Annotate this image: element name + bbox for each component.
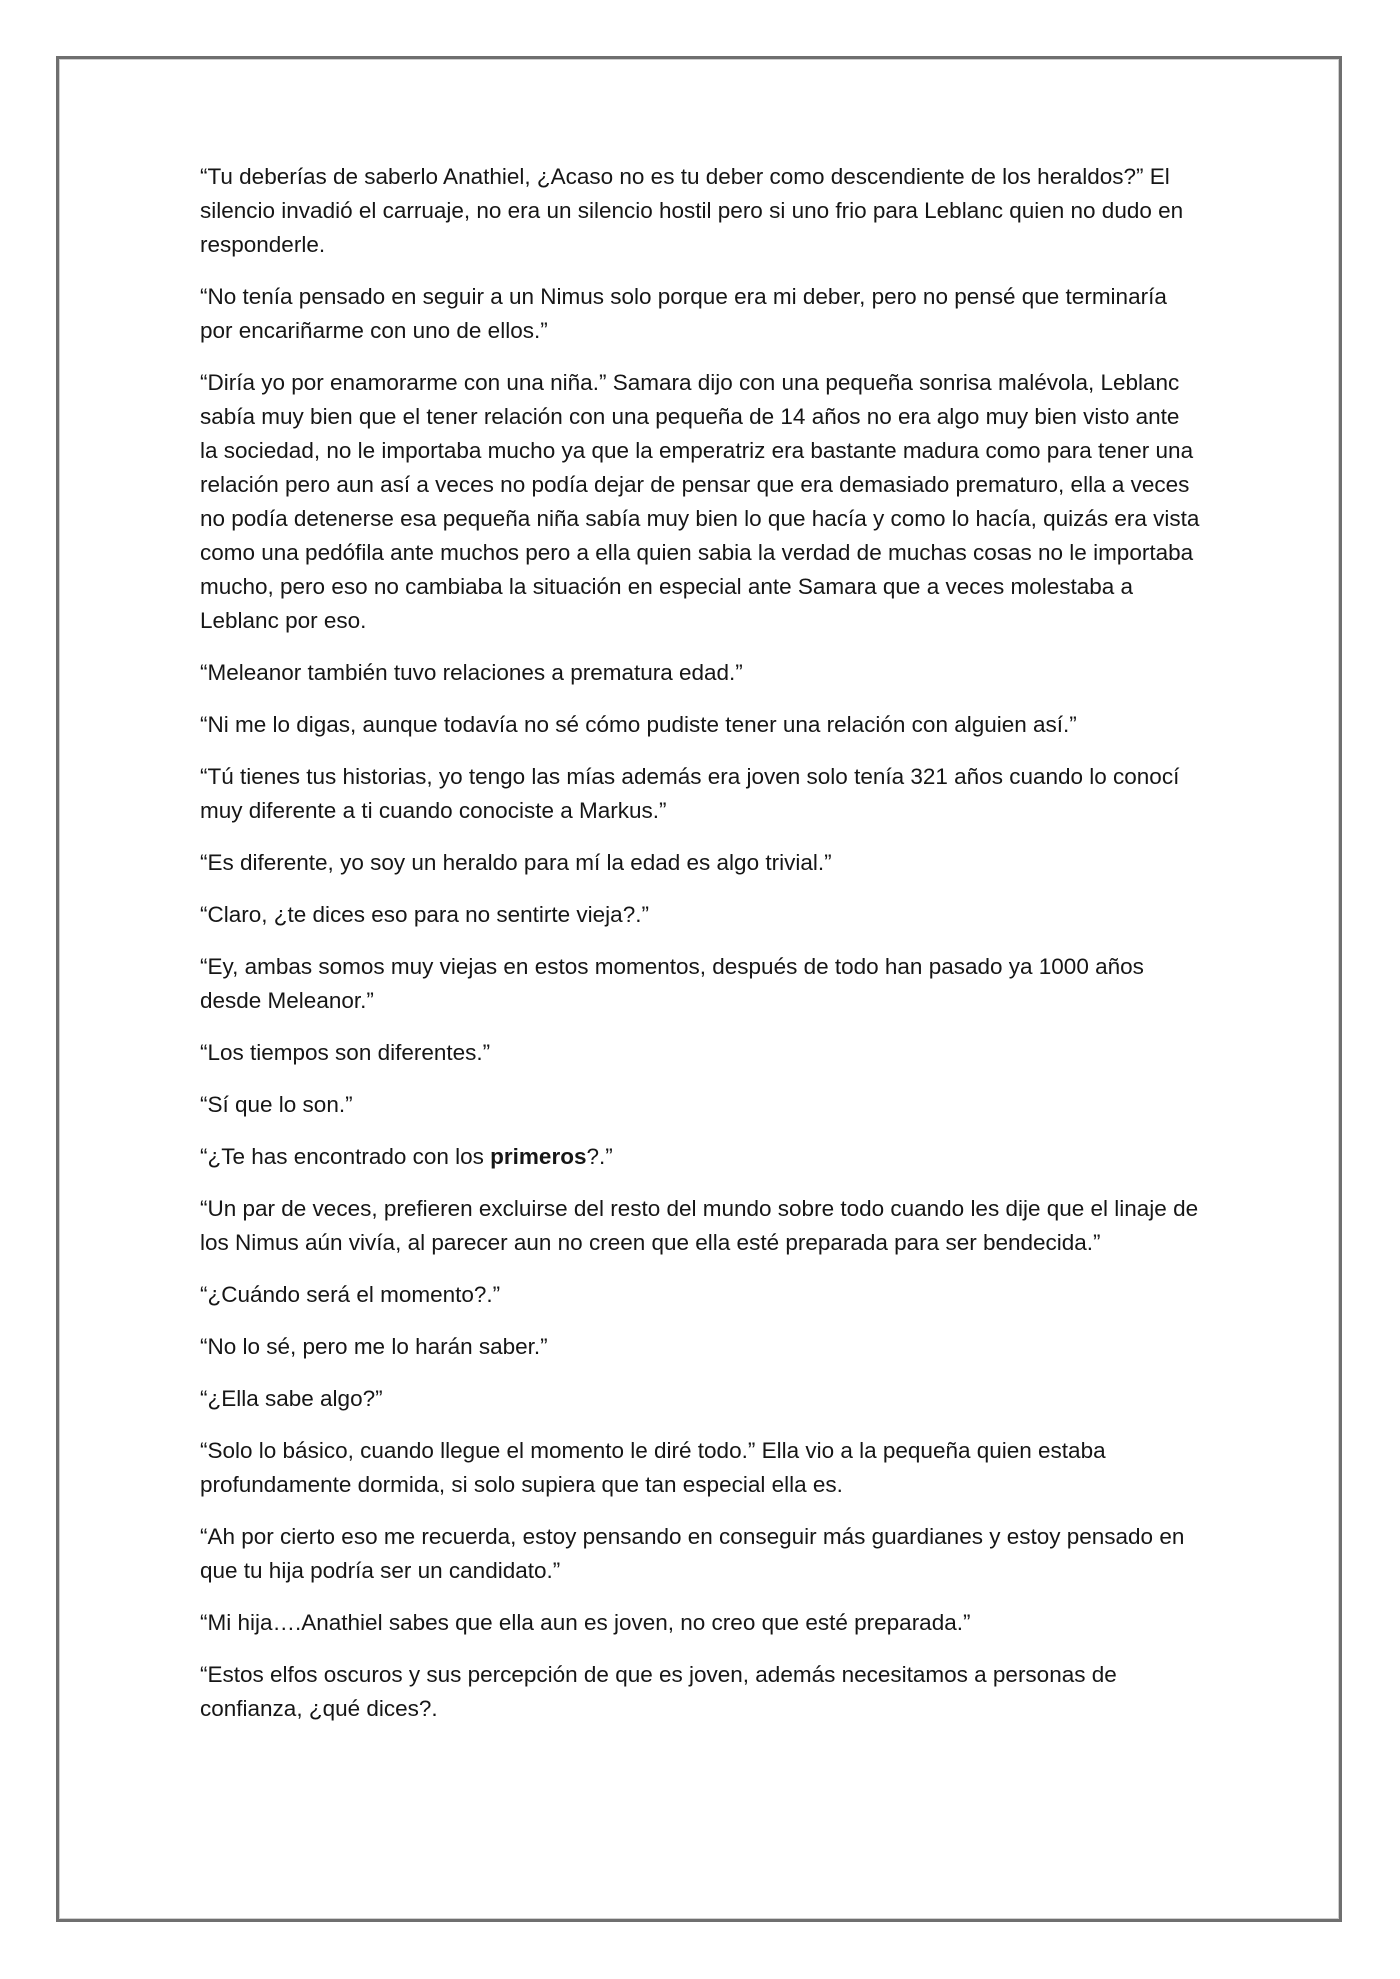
paragraph: “Un par de veces, prefieren excluirse del resto del mundo sobre todo cuando les dije que el linaje de los Nimus aún vivía, al parecer aun no creen que ella esté preparada para ser bendecida.” (200, 1196, 1199, 1255)
paragraph: “Mi hija….Anathiel sabes que ella aun es joven, no creo que esté preparada.” (200, 1610, 971, 1635)
paragraph: “Solo lo básico, cuando llegue el momento le diré todo.” Ella vio a la pequeña quien estaba profundamente dormida, si solo supiera que tan especial ella es. (200, 1438, 1106, 1497)
paragraph: “Diría yo por enamorarme con una niña.” Samara dijo con una pequeña sonrisa malévola, Leblanc sabía muy bien que el tener relación con una pequeña de 14 años no era algo muy bien visto ante la sociedad, no le importaba mucho ya que la emperatriz era bastante madura como para tener una relación pero aun así a veces no podía dejar de pensar que era demasiado prematuro, ella a veces no podía detenerse esa pequeña niña sabía muy bien lo que hacía y como lo hacía, quizás era vista como una pedófila ante muchos pero a ella quien sabia la verdad de muchas cosas no le importaba mucho, pero eso no cambiaba la situación en especial ante Samara que a veces molestaba a Leblanc por eso. (200, 370, 1200, 633)
paragraph: “Ah por cierto eso me recuerda, estoy pensando en conseguir más guardianes y estoy pensado en que tu hija podría ser un candidato.” (200, 1524, 1185, 1583)
document-body (200, 160, 1200, 1744)
paragraph: “¿Ella sabe algo?” (200, 1386, 383, 1411)
paragraph: “Ey, ambas somos muy viejas en estos momentos, después de todo han pasado ya 1000 años desde Meleanor.” (200, 954, 1144, 1013)
paragraph: “Tú tienes tus historias, yo tengo las mías además era joven solo tenía 321 años cuando lo conocí muy diferente a ti cuando conociste a Markus.” (200, 764, 1180, 823)
paragraph: “Sí que lo son.” (200, 1092, 353, 1117)
paragraph: “Claro, ¿te dices eso para no sentirte vieja?.” (200, 902, 649, 927)
paragraph: “No tenía pensado en seguir a un Nimus solo porque era mi deber, pero no pensé que terminaría por encariñarme con uno de ellos.” (200, 284, 1167, 343)
paragraph: “Meleanor también tuvo relaciones a prematura edad.” (200, 660, 743, 685)
paragraph: “Estos elfos oscuros y sus percepción de que es joven, además necesitamos a personas de confianza, ¿qué dices?. (200, 1662, 1117, 1721)
paragraph (200, 1140, 1200, 1174)
paragraph-text: ?.” (586, 1144, 613, 1169)
paragraph: “Los tiempos son diferentes.” (200, 1040, 491, 1065)
paragraph: “Es diferente, yo soy un heraldo para mí la edad es algo trivial.” (200, 850, 832, 875)
emphasized-term: primeros (490, 1144, 587, 1169)
paragraph: “No lo sé, pero me lo harán saber.” (200, 1334, 548, 1359)
paragraph: “Tu deberías de saberlo Anathiel, ¿Acaso no es tu deber como descendiente de los heraldos?” El silencio invadió el carruaje, no era un silencio hostil pero si uno frio para Leblanc quien no dudo en responderle. (200, 164, 1184, 257)
paragraph-text: “¿Te has encontrado con los (200, 1144, 491, 1169)
paragraph: “Ni me lo digas, aunque todavía no sé cómo pudiste tener una relación con alguien así.” (200, 712, 1077, 737)
paragraph: “¿Cuándo será el momento?.” (200, 1282, 501, 1307)
